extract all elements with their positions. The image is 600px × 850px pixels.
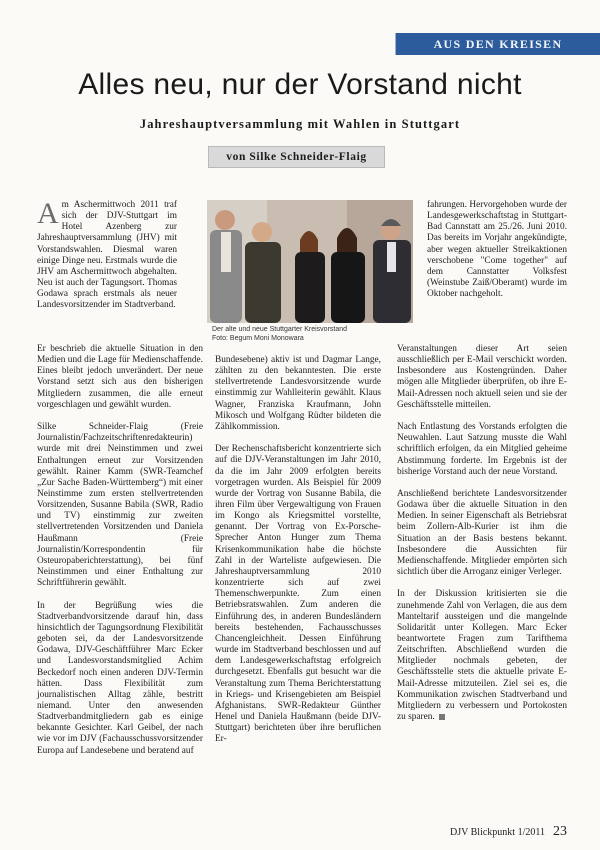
section-tag: AUS DEN KREISEN [396, 33, 600, 55]
closing-paragraph: In der Diskussion kritisierten sie die zunehmende Zahl von Verlagen, die aus dem Manteltarif aussteigen und die mangelnde Solidarität unter Kollegen. Marc Ecker beantwortete Fragen zum Tarifthema Zeitschriften. Abschließend wurden die Mitglieder nochmals gebeten, der Geschäftsstelle stets die aktuelle private E-Mail-Adresse mitzuteilen. Ziel sei es, die Kommunikation zwischen Stadtverband und Mitgliedern zu verbessern und Portokosten zu sparen. [397, 589, 567, 723]
intro-paragraph: m Aschermittwoch 2011 traf sich der DJV-Stuttgart im Hotel Azenberg zur Jahreshauptversammlung (JHV) mit Vorstandswahlen. Diesmal waren einige Dinge neu. Erstmals wurde die JHV am Aschermittwoch abgehalten. Neu ist auch der Tagungsort. Thomas Godawa sprach erstmals als neuer Landesvorsitzender im Stadtverband. [37, 200, 177, 311]
paragraph: Anschließend berichtete Landesvorsitzender Godawa über die aktuelle Situation in den Medien. In seiner Eigenschaft als Betriebsrat beim Zollern-Alb-Kurier ist ihm die Situation an der Basis bestens bekannt. Insbesondere die Aussichten für Medienschaffende. Mitglieder empörten sich sichtlich über die Arroganz einiger Verleger. [397, 489, 567, 578]
group-photo-illustration [207, 200, 413, 323]
article-column-1-top [37, 197, 177, 312]
group-photo [207, 200, 413, 323]
paragraph: fahrungen. Hervorgehoben wurde der Landesgewerkschaftstag in Stuttgart-Bad Cannstatt am 25./26. Juni 2010. Das bereits im Vorjahr angekündigte, aber wegen aktueller Streikaktionen verschobene "Come together" auf dem Cannstatter Volksfest (Weinstube Zaiß/Oberamt) wurde im Oktober nachgeholt. [427, 200, 567, 300]
article-column-3 [397, 344, 567, 723]
paragraph: Der Rechenschaftsbericht konzentrierte sich auf die DJV-Veranstaltungen im Jahr 2010, da die im Jahr 2009 erfolgten bereits vorgetragen wurden. Als Beispiel für 2009 wurde der Vortrag von Susanne Babila, die ihren Film über Vergewaltigung von Frauen im Kongo als Kriegsmittel vorstellte, genannt. Der Vortrag von Ex-Porsche-Sprecher Anton Hunger zum Thema Krisenkommunikation habe die höchste Zahl in der Warteliste aufgewiesen. Die Jahreshauptversammlung 2010 konzentrierte sich auf zwei Themenschwerpunkte. Zum einen Betriebsratswahlen. Zum anderen die Einführung des, in anderen Bundesländern bereits bestehenden, Fachausschusses Chancengleichheit. Dessen Einführung wurde im Stadtverband beschlossen und auf dem Landesgewerkschaftstag erfolgreich durchgesetzt. Ebenfalls gut besucht war die Veranstaltung zum Thema Berichterstattung in Kriegs- und Krisengebieten am Beispiel Afghanistans. SWR-Redakteur Günther Henel und Daniela Haußmann (beide DJV-Stuttgart) berichteten über ihre beruflichen Er- [215, 444, 381, 745]
paragraph: Veranstaltungen dieser Art seien ausschließlich per E-Mail verschickt worden. Insbesondere aus Kostengründen. Daher mögen alle Mitglieder überprüfen, ob ihre E-Mail-Adressen noch aktuell seien und sie der Geschäftsstelle mitteilen. [397, 344, 567, 410]
paragraph: Er beschrieb die aktuelle Situation in den Medien und die Lage für Medienschaffende. Eines bleibt jedoch unverändert. Der neue Vorstand setzt sich aus den bisherigen Mitgliedern zusammen, die alle erneut vorgeschlagen und gewählt wurden. [37, 344, 203, 410]
publication-name: DJV Blickpunkt 1/2011 [449, 827, 545, 838]
byline: von Silke Schneider-Flaig [208, 146, 385, 168]
photo-caption [212, 326, 412, 343]
paragraph: Silke Schneider-Flaig (Freie Journalistin/Fachzeitschriftenredakteurin) wurde mit drei Neinstimmen und zwei Enthaltungen erneut zur Vorsitzenden gewählt. Rainer Kamm (SWR-Teamchef „Zur Sache Baden-Württemberg“) mit einer Neinstimme zum ersten stellvertretenden Vorsitzenden, Susanne Babila (SWR, Radio und TV) einstimmig zur zweiten stellvertretenden Vorsitzenden und Daniela Haußmann (Freie Journalistin/Korrespondentin für Osteuropaberichterstattung), bei fünf Neinstimmen und einer Enthaltung zur Schriftführerin gewählt. [37, 422, 203, 589]
article-column-1 [37, 344, 203, 757]
subheadline: Jahreshauptversammlung mit Wahlen in Stuttgart [139, 117, 461, 131]
photo-caption-title: Der alte und neue Stuttgarter Kreisvorstand [212, 326, 348, 333]
paragraph: Nach Entlastung des Vorstands erfolgten die Neuwahlen. Laut Satzung musste die Wahl schriftlich erfolgen, da ein Mitglied geheime Abstimmung forderte. Im Ergebnis ist der bisherige Vorstand auch der neue Vorstand. [397, 422, 567, 477]
paragraph: Bundesebene) aktiv ist und Dagmar Lange, zählten zu den bekanntesten. Die erste stellvertretende Landesvorsitzende wurde einstimmig zur Wahlleiterin gewählt. Klaus Wagner, Franziska Kraufmann, John Mikosch und Wolfgang Rüdter bildeten die Zählkommission. [215, 355, 381, 432]
drop-cap: A [37, 197, 59, 230]
headline: Alles neu, nur der Vorstand nicht [78, 68, 522, 101]
photo-credit: Foto: Begum Moni Monowara [212, 334, 304, 342]
paragraph: In der Begrüßung wies die Stadtverbandvorsitzende darauf hin, dass hinsichtlich der Tagungsordnung Flexibilität geboten sei, da der Landesvorsitzende Godawa, DJV-Geschäftführer Marc Ecker und Landesvorstandsmitglied Achim Beckedorf noch einen anderen DJV-Termin hätten. Dass Flexibilität zum journalistischen Alltag zähle, bestritt niemand. Unter den anwesenden Stadtverbandmitgliedern gab es einige bekannte Gesichter. Karl Geibel, der nach wie vor im DJV (Fachausschussvorsitzender Europa auf Landesebene und beratend auf [37, 600, 203, 756]
article-column-3-top [427, 200, 567, 300]
end-mark-icon [439, 714, 445, 720]
page-number: 23 [553, 824, 567, 839]
page-footer [450, 824, 567, 840]
article-column-2 [215, 355, 381, 745]
